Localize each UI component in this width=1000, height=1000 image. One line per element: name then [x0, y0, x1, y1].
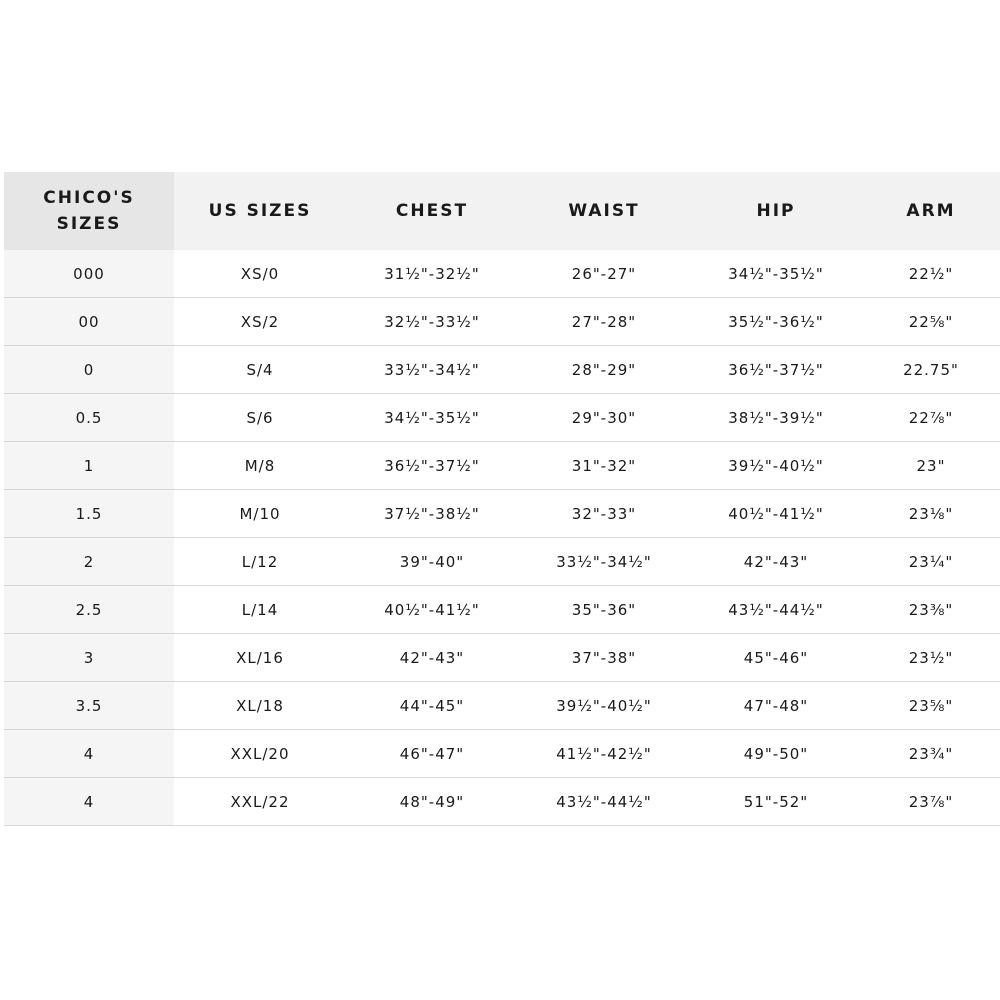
cell-us-size: S/4 [174, 346, 346, 394]
table-row [4, 538, 1000, 586]
cell-chicos-size: 3 [4, 634, 174, 682]
header-us-sizes: US SIZES [174, 172, 346, 250]
table-row [4, 730, 1000, 778]
cell-chicos-size: 2 [4, 538, 174, 586]
table-row [4, 634, 1000, 682]
table-row [4, 298, 1000, 346]
cell-us-size: XL/18 [174, 682, 346, 730]
cell-chest: 44"-45" [346, 682, 518, 730]
cell-chest: 37½"-38½" [346, 490, 518, 538]
cell-hip: 51"-52" [690, 778, 862, 826]
cell-arm: 22⅞" [862, 394, 1000, 442]
cell-hip: 49"-50" [690, 730, 862, 778]
cell-waist: 29"-30" [518, 394, 690, 442]
table-row [4, 778, 1000, 826]
header-chicos-line2: SIZES [56, 214, 122, 234]
cell-chest: 32½"-33½" [346, 298, 518, 346]
cell-arm: 23⅜" [862, 586, 1000, 634]
header-chest: CHEST [346, 172, 518, 250]
cell-chicos-size: 1.5 [4, 490, 174, 538]
size-chart-table [4, 172, 1000, 826]
cell-hip: 47"-48" [690, 682, 862, 730]
cell-chicos-size: 3.5 [4, 682, 174, 730]
cell-chicos-size: 00 [4, 298, 174, 346]
cell-arm: 22.75" [862, 346, 1000, 394]
cell-us-size: XS/2 [174, 298, 346, 346]
cell-us-size: S/6 [174, 394, 346, 442]
cell-arm: 23⅞" [862, 778, 1000, 826]
cell-waist: 33½"-34½" [518, 538, 690, 586]
cell-chicos-size: 000 [4, 250, 174, 298]
cell-hip: 39½"-40½" [690, 442, 862, 490]
cell-hip: 34½"-35½" [690, 250, 862, 298]
cell-waist: 41½"-42½" [518, 730, 690, 778]
cell-us-size: XXL/22 [174, 778, 346, 826]
cell-arm: 23¾" [862, 730, 1000, 778]
cell-waist: 39½"-40½" [518, 682, 690, 730]
cell-chest: 40½"-41½" [346, 586, 518, 634]
cell-us-size: L/14 [174, 586, 346, 634]
cell-waist: 35"-36" [518, 586, 690, 634]
cell-chest: 33½"-34½" [346, 346, 518, 394]
cell-chest: 42"-43" [346, 634, 518, 682]
cell-chicos-size: 0.5 [4, 394, 174, 442]
header-chicos-sizes [4, 172, 174, 250]
cell-hip: 35½"-36½" [690, 298, 862, 346]
cell-waist: 43½"-44½" [518, 778, 690, 826]
cell-chicos-size: 1 [4, 442, 174, 490]
cell-chicos-size: 2.5 [4, 586, 174, 634]
cell-arm: 23½" [862, 634, 1000, 682]
cell-chest: 34½"-35½" [346, 394, 518, 442]
cell-arm: 23¼" [862, 538, 1000, 586]
cell-waist: 32"-33" [518, 490, 690, 538]
cell-hip: 45"-46" [690, 634, 862, 682]
cell-waist: 31"-32" [518, 442, 690, 490]
cell-arm: 22½" [862, 250, 1000, 298]
cell-hip: 43½"-44½" [690, 586, 862, 634]
table-row [4, 682, 1000, 730]
header-arm: ARM [862, 172, 1000, 250]
cell-arm: 23" [862, 442, 1000, 490]
cell-arm: 22⅝" [862, 298, 1000, 346]
cell-chicos-size: 0 [4, 346, 174, 394]
header-waist: WAIST [518, 172, 690, 250]
cell-hip: 42"-43" [690, 538, 862, 586]
cell-waist: 28"-29" [518, 346, 690, 394]
header-row [4, 172, 1000, 250]
cell-us-size: L/12 [174, 538, 346, 586]
header-chicos-line1: CHICO'S [43, 188, 135, 208]
header-hip: HIP [690, 172, 862, 250]
cell-us-size: M/10 [174, 490, 346, 538]
table-row [4, 490, 1000, 538]
table-row [4, 394, 1000, 442]
cell-waist: 37"-38" [518, 634, 690, 682]
table-row [4, 442, 1000, 490]
cell-chest: 48"-49" [346, 778, 518, 826]
cell-chest: 36½"-37½" [346, 442, 518, 490]
cell-waist: 27"-28" [518, 298, 690, 346]
cell-chest: 46"-47" [346, 730, 518, 778]
cell-hip: 40½"-41½" [690, 490, 862, 538]
table-row [4, 250, 1000, 298]
table-row [4, 586, 1000, 634]
cell-us-size: M/8 [174, 442, 346, 490]
cell-waist: 26"-27" [518, 250, 690, 298]
cell-us-size: XXL/20 [174, 730, 346, 778]
size-chart-body [4, 250, 1000, 826]
cell-chest: 31½"-32½" [346, 250, 518, 298]
cell-arm: 23⅝" [862, 682, 1000, 730]
cell-hip: 36½"-37½" [690, 346, 862, 394]
cell-chicos-size: 4 [4, 778, 174, 826]
cell-arm: 23⅛" [862, 490, 1000, 538]
cell-us-size: XL/16 [174, 634, 346, 682]
cell-chest: 39"-40" [346, 538, 518, 586]
table-row [4, 346, 1000, 394]
cell-hip: 38½"-39½" [690, 394, 862, 442]
cell-us-size: XS/0 [174, 250, 346, 298]
cell-chicos-size: 4 [4, 730, 174, 778]
